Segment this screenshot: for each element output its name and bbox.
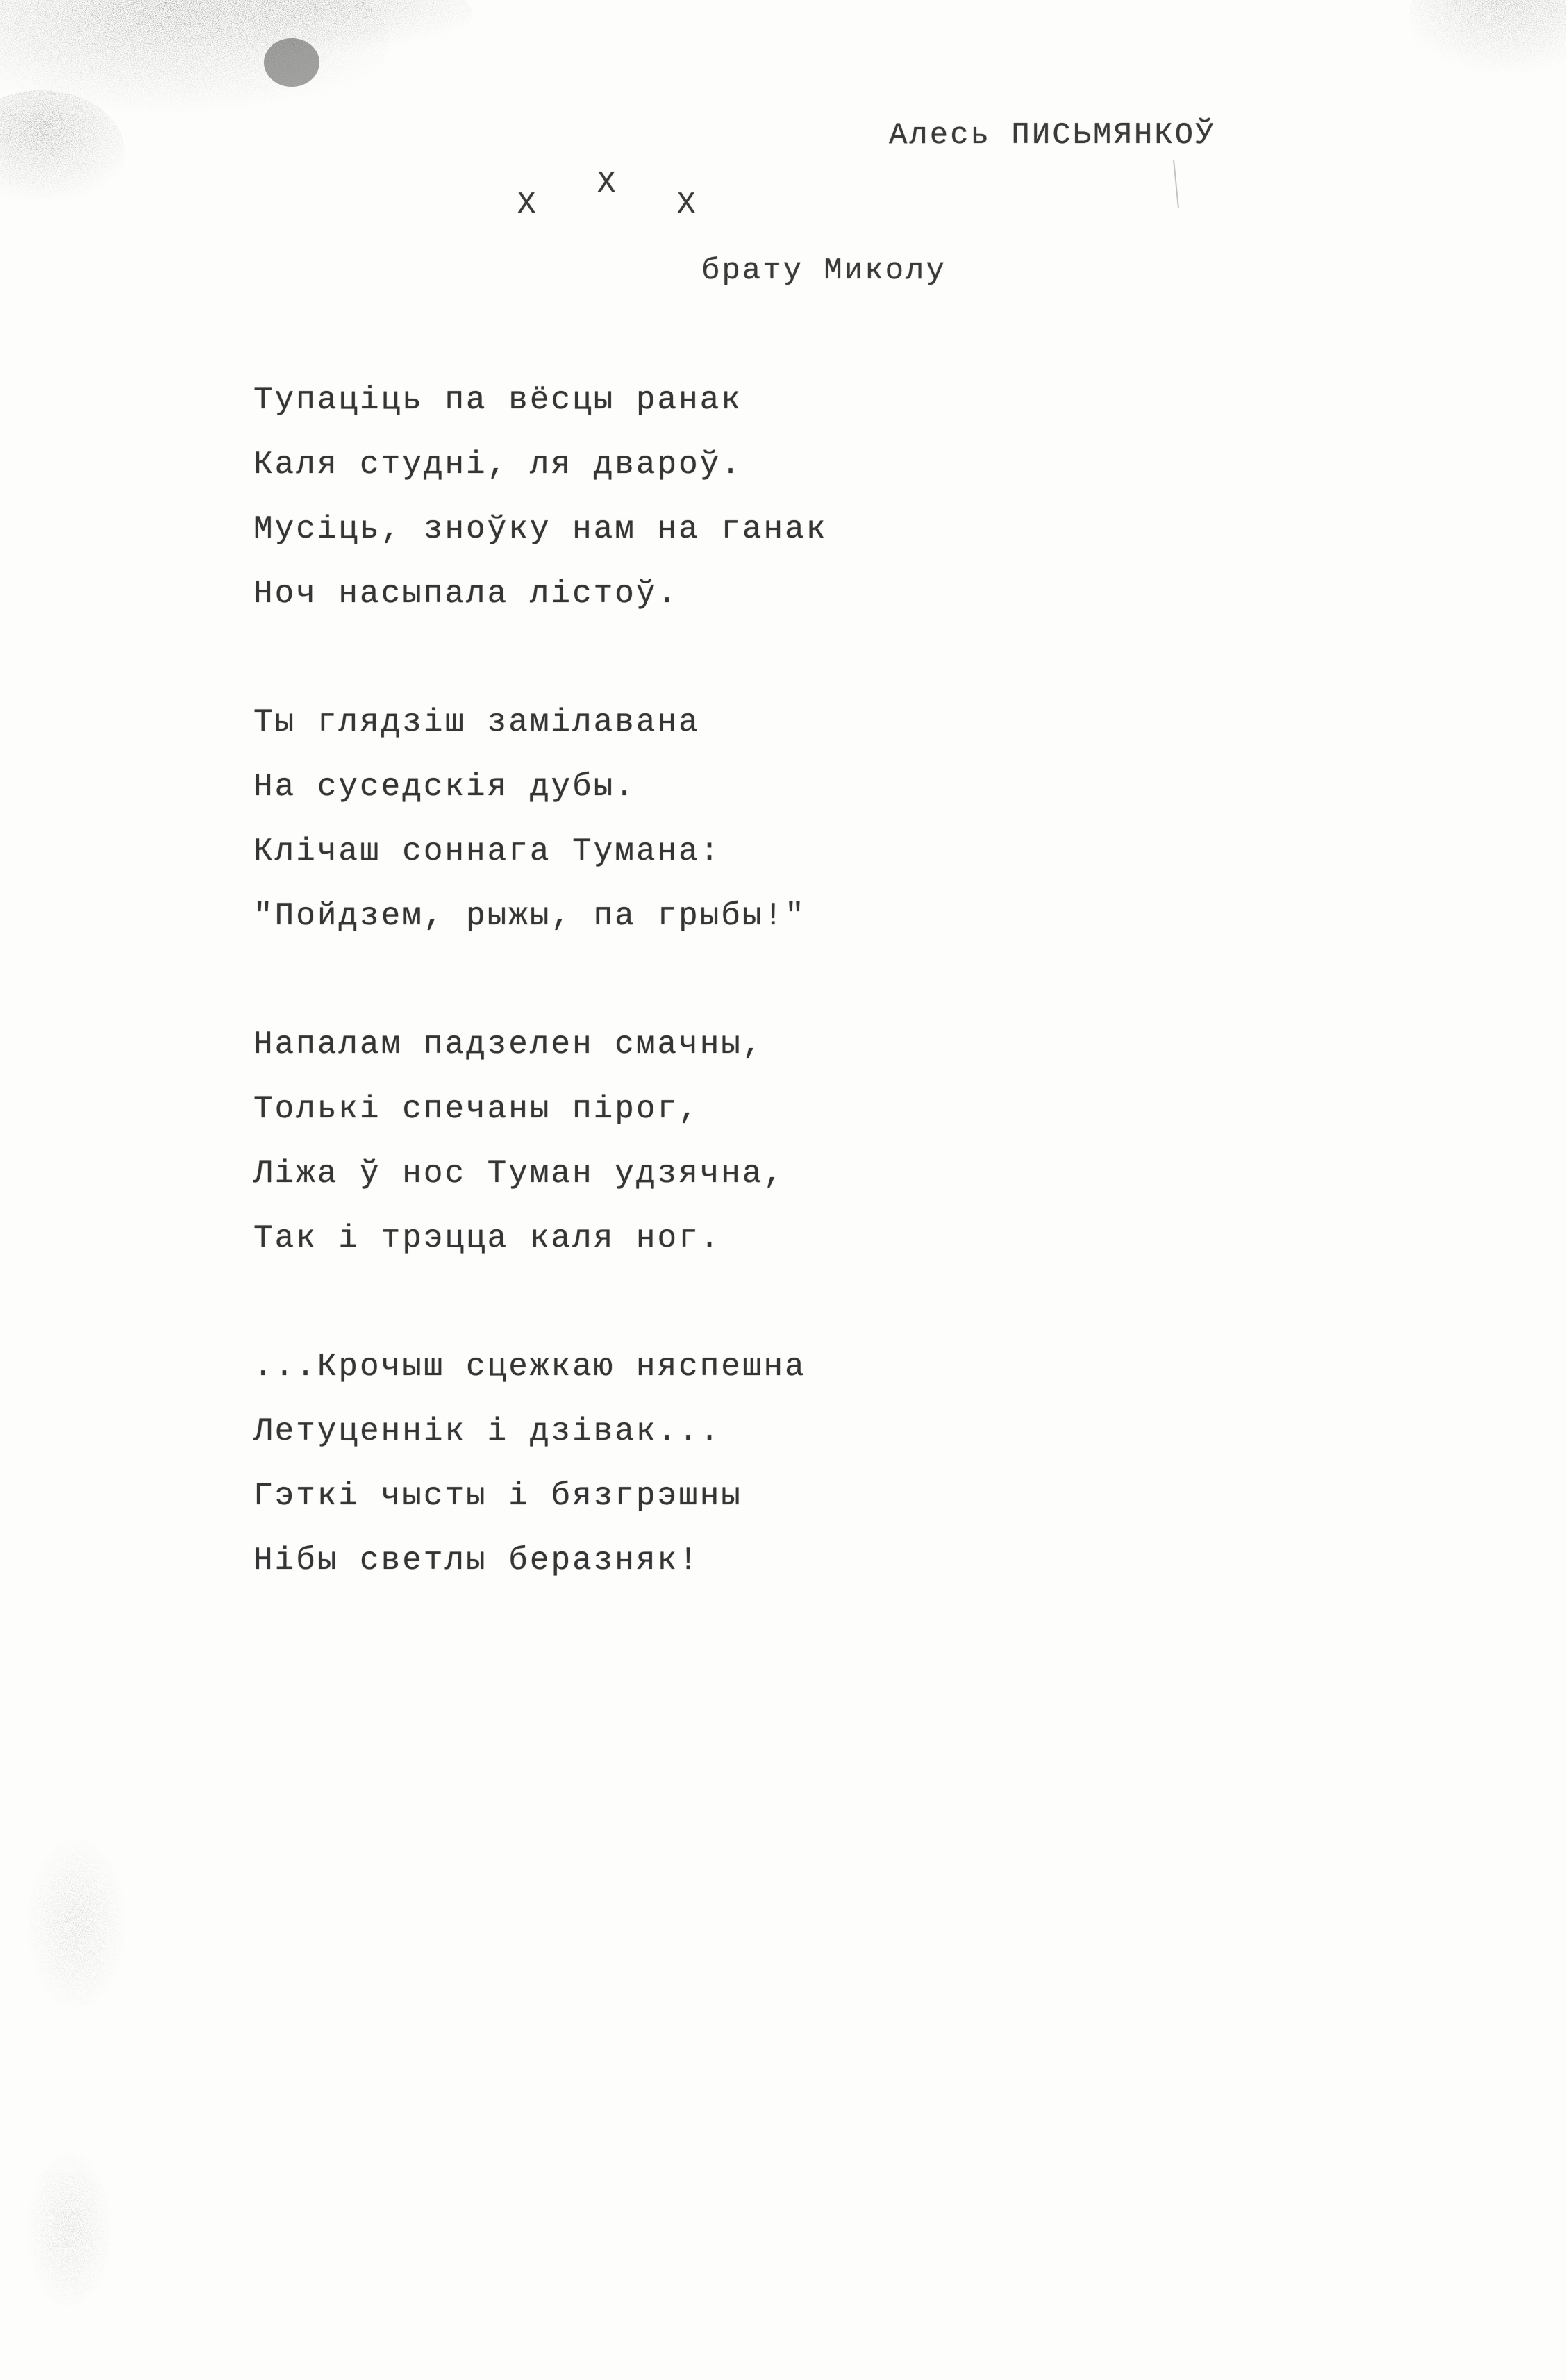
poem-line: Ліжа ў нос Туман удзячна,	[253, 1156, 785, 1192]
poem-line: ...Крочыш сцежкаю няспешна	[253, 1349, 806, 1385]
asterism-mark-1: Х	[517, 188, 538, 222]
poem-line: Напалам падзелен смачны,	[253, 1026, 764, 1063]
poem-line: Ты глядзіш замілавана	[253, 704, 700, 740]
poem-line: Ноч насыпала лістоў.	[253, 576, 679, 612]
stanza-1	[253, 368, 1226, 626]
dedication: брату Миколу	[701, 253, 947, 288]
poem-line: На суседскія дубы.	[253, 769, 636, 805]
asterism	[507, 167, 715, 229]
poem-line: Нібы светлы беразняк!	[253, 1542, 700, 1579]
poem-line: Клічаш соннага Тумана:	[253, 833, 722, 869]
asterism-mark-3: Х	[677, 188, 698, 222]
stanza-4	[253, 1335, 1226, 1593]
poem-line: Мусіць, зноўку нам на ганак	[253, 511, 828, 547]
stanza-3	[253, 1013, 1226, 1271]
poem-line: Так і трэцца каля ног.	[253, 1220, 722, 1256]
author-name: Алесь ПИСЬМЯНКОЎ	[889, 118, 1216, 153]
scan-smudge-top	[0, 0, 1566, 208]
poem-body	[253, 368, 1226, 1657]
poem-line: Тупаціць па вёсцы ранак	[253, 382, 742, 418]
stanza-2	[253, 690, 1226, 949]
poem-line: Толькі спечаны пірог,	[253, 1091, 700, 1127]
poem-line: Гэткі чысты і бязгрэшны	[253, 1478, 742, 1514]
poem-line: Каля студні, ля двароў.	[253, 447, 742, 483]
poem-line: "Пойдзем, рыжы, па грыбы!"	[253, 898, 806, 934]
poem-line: Летуценнік і дзівак...	[253, 1413, 722, 1449]
scan-smudge-left	[0, 1840, 181, 2327]
asterism-mark-2: Х	[597, 167, 618, 201]
